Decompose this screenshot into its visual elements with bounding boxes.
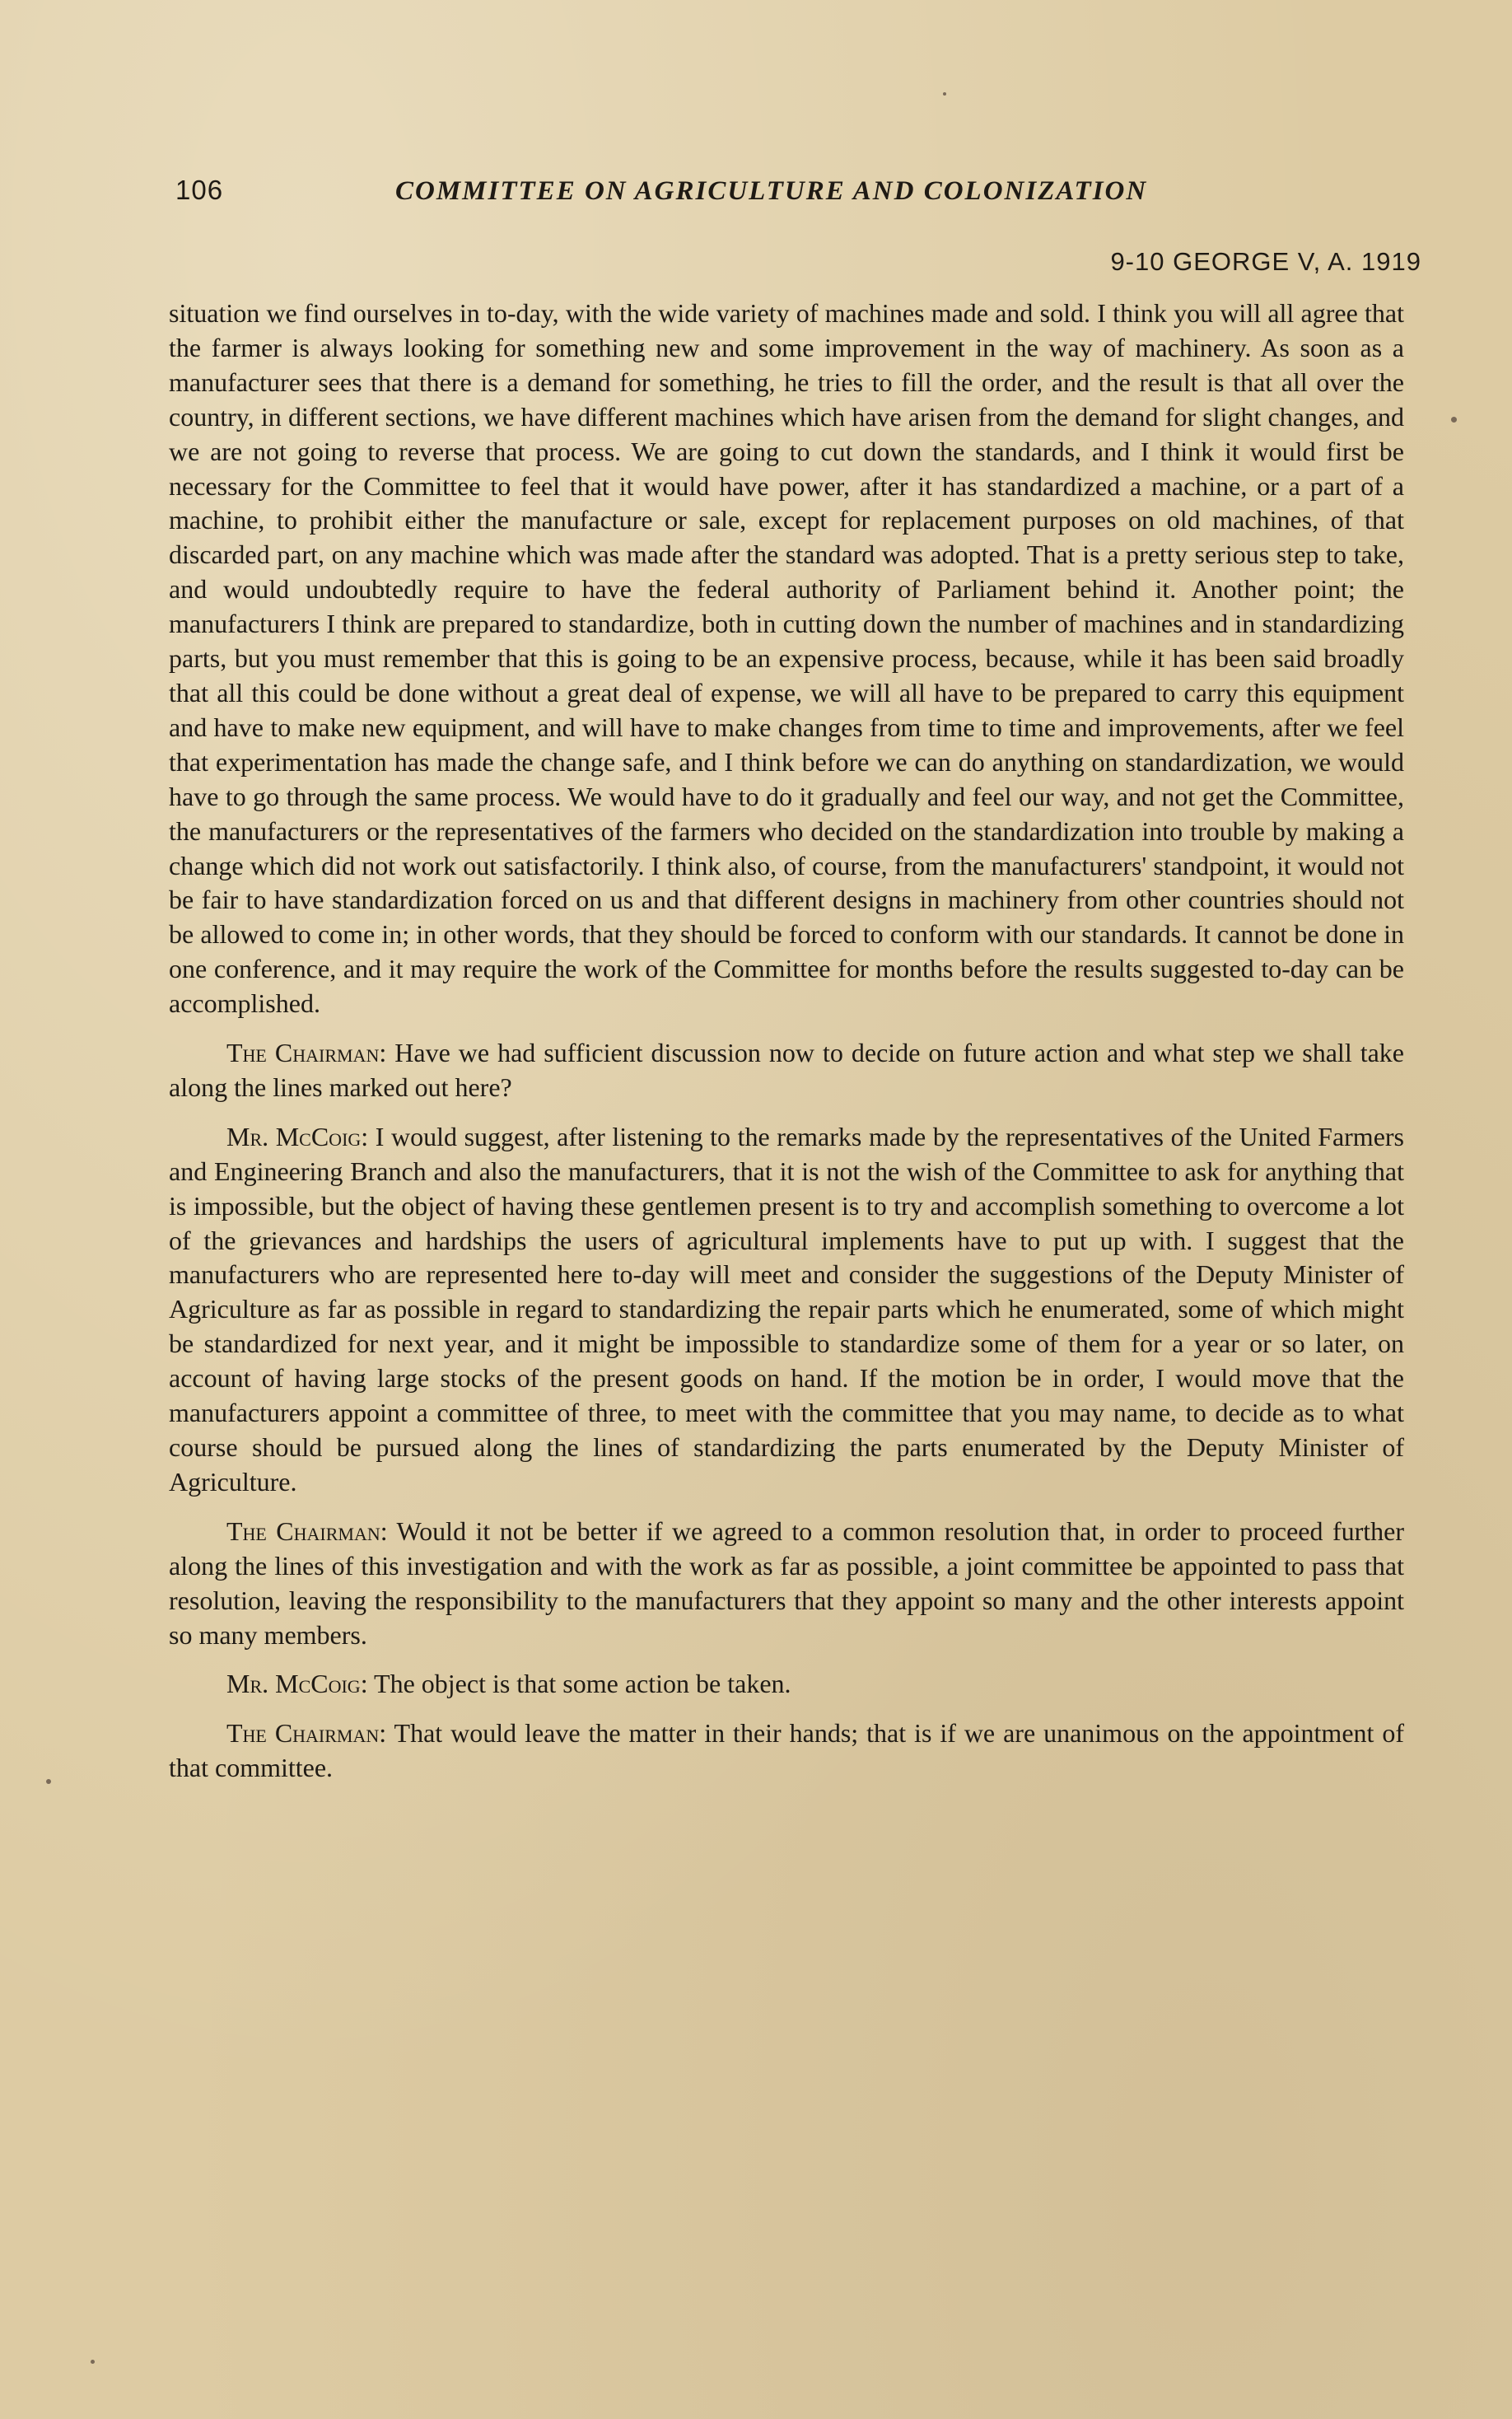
paragraph-text: situation we find ourselves in to-day, with the wide variety of machines made and sold. I think you will all agree that the farmer is always looking for something new and some improvement in the way of machinery. As soon as a manufacturer sees that there is a demand for something, he tries to fill the order, and the result is that all over the country, in different sections, we have different machines which have arisen from the demand for slight changes, and we are not going to reverse that process. We are going to cut down the standards, and I think it would first be necessary for the Committee to feel that it would have power, after it has standardized a machine, or a part of a machine, to prohibit either the manufacture or sale, except for replacement purposes on old machines, of that discarded part, on any machine which was made after the standard was adopted. That is a pretty serious step to take, and would undoubtedly require to have the federal authority of Parliament behind it. Another point; the manufacturers I think are prepared to standardize, both in cutting down the number of machines and in standardizing parts, but you must remember that this is going to be an expensive process, because, while it has been said broadly that all this could be done without a great deal of expense, we will all have to be prepared to carry this equipment and have to make new equipment, and will have to make changes from time to time and improvements, after we feel that experimentation has made the change safe, and I think before we can do anything on standardization, we would have to go through the same process. We would have to do it gradually and feel our way, and not get the Committee, the manufacturers or the representatives of the farmers who decided on the standardization into trouble by making a change which did not work out satisfactorily. I think also, of course, from the manufacturers' standpoint, it would not be fair to have standardization forced on us and that different designs in machinery from other countries should not be allowed to come in; in other words, that they should be forced to conform with our standards. It cannot be done in one conference, and it may require the work of the Committee for months before the results suggested to-day can be accomplished. <box>169 298 1404 1019</box>
paper-speck <box>943 92 946 96</box>
paper-speck <box>91 2360 95 2364</box>
running-head: COMMITTEE ON AGRICULTURE AND COLONIZATION <box>395 176 1148 206</box>
paper-speck <box>46 1779 51 1784</box>
paragraph-text: That would leave the matter in their hands; that is if we are unanimous on the appointment of that committee. <box>169 1718 1405 1783</box>
paragraph <box>169 1515 1404 1653</box>
paragraph <box>169 1667 1404 1702</box>
paragraph <box>169 297 1404 1021</box>
speaker-label: The Chairman: <box>226 1038 387 1068</box>
paragraph <box>169 1036 1404 1105</box>
speaker-label: The Chairman: <box>226 1718 387 1749</box>
paragraph-text: Would it not be better if we agreed to a common resolution that, in order to proceed further along the lines of this investigation and with the work as far as possible, a joint committee be appointed to pass that resolution, leaving the responsibility to the manufacturers that they appoint so many and the other interests appoint so many members. <box>169 1515 1405 1650</box>
paragraph <box>169 1120 1404 1500</box>
body-text <box>169 297 1404 1800</box>
speaker-label: Mr. McCoig: <box>226 1669 368 1699</box>
page-number: 106 <box>175 175 224 205</box>
paragraph <box>169 1716 1404 1786</box>
session-note: 9-10 GEORGE V, A. 1919 <box>1110 247 1421 276</box>
speaker-label: The Chairman: <box>226 1515 388 1546</box>
paper-speck <box>1451 417 1457 423</box>
paragraph-text: I would suggest, after listening to the remarks made by the representatives of the United Farmers and Engineering Branch and also the manufacturers, that it is not the wish of the Committee to ask for anything that is impossible, but the object of having these gentlemen present is to try and accomplish something to overcome a lot of the grievances and hardships the users of agricultural implements have to put up with. I suggest that the manufacturers who are represented here to-day will meet and consider the suggestions of the Deputy Minister of Agriculture as far as possible in regard to standardizing the repair parts which he enumerated, some of which might be standardized for next year, and it might be impossible to standardize some of them for a year or so later, on account of having large stocks of the present goods on hand. If the motion be in order, I would move that the manufacturers appoint a committee of three, to meet with the committee that you may name, to decide as to what course should be pursued along the lines of standardizing the parts enumerated by the Deputy Minister of Agriculture. <box>169 1121 1405 1497</box>
paragraph-text: The object is that some action be taken. <box>374 1669 791 1699</box>
paragraph-text: Have we had sufficient discussion now to decide on future action and what step we shall take along the lines marked out here? <box>169 1038 1405 1102</box>
speaker-label: Mr. McCoig: <box>226 1121 369 1151</box>
